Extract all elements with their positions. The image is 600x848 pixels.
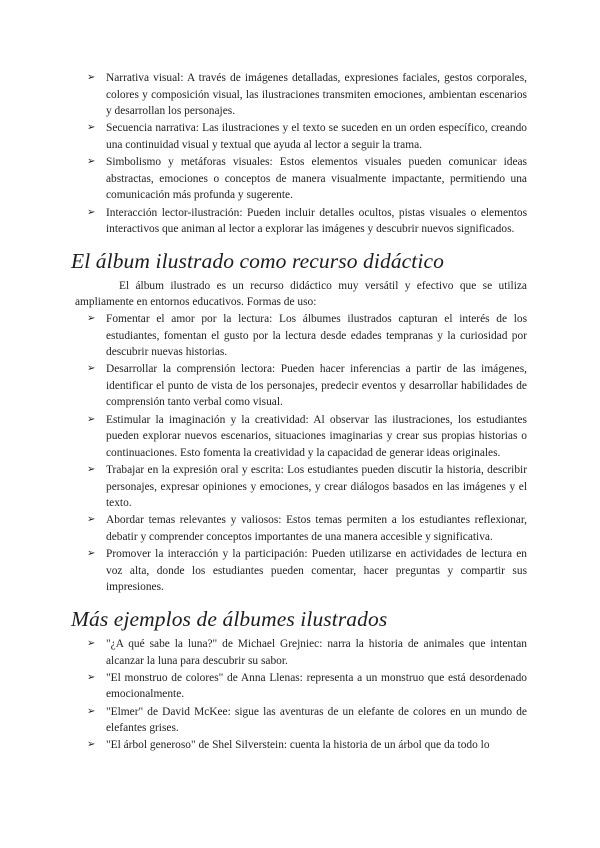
arrow-bullet-icon: ➢ (87, 705, 96, 717)
page-content (71, 70, 527, 755)
arrow-bullet-icon: ➢ (87, 514, 96, 526)
section-heading-didactic: El álbum ilustrado como recurso didáctico (71, 248, 444, 273)
list-item: ➢ Simbolismo y metáforas visuales: Estos elementos visuales pueden comunicar ideas abstractas, emociones o conceptos de manera visualmente impactante, permitiendo una comunicación más profunda y sugerente. (87, 156, 527, 202)
arrow-bullet-icon: ➢ (87, 739, 96, 751)
arrow-bullet-icon: ➢ (87, 548, 96, 560)
didactic-bullet-list (75, 311, 527, 596)
arrow-bullet-icon: ➢ (87, 206, 96, 218)
arrow-bullet-icon: ➢ (87, 637, 96, 649)
list-item: ➢ "Elmer" de David McKee: sigue las aventuras de un elefante de colores en un mundo de elefantes grises. (87, 705, 527, 735)
list-item: ➢ Interacción lector-ilustración: Pueden incluir detalles ocultos, pistas visuales o elementos interactivos que animan al lector a explorar las imágenes y descubrir nuevos significados. (87, 206, 527, 236)
section-intro-paragraph: El álbum ilustrado es un recurso didáctico muy versátil y efectivo que se utiliza ampliamente en entornos educativos. Formas de uso: (75, 279, 527, 309)
list-item: ➢ Estimular la imaginación y la creatividad: Al observar las ilustraciones, los estudiantes pueden explorar nuevos escenarios, situaciones imaginarias y crear sus propias historias o continuaciones. Esto fomenta la creatividad y la capacidad de generar ideas originales. (87, 413, 527, 459)
list-item: ➢ Fomentar el amor por la lectura: Los álbumes ilustrados capturan el interés de los estudiantes, fomentan el gusto por la lectura desde edades tempranas y la curiosidad por descubrir nuevas historias. (87, 312, 527, 359)
list-item: ➢ Desarrollar la comprensión lectora: Pueden hacer inferencias a partir de las imágenes, identificar el punto de vista de los personajes, predecir eventos y desarrollar habilidades de comprensión tanto verbal como visual. (87, 363, 527, 409)
examples-bullet-list (75, 636, 527, 754)
arrow-bullet-icon: ➢ (87, 413, 96, 425)
list-item: ➢ "¿A qué sabe la luna?" de Michael Grejniec: narra la historia de animales que intentan alcanzar la luna para descubrir su sabor. (87, 637, 527, 667)
arrow-bullet-icon: ➢ (87, 363, 96, 375)
list-item: ➢ Narrativa visual: A través de imágenes detalladas, expresiones faciales, gestos corporales, colores y composición visual, las ilustraciones transmiten emociones, ambientan escenarios y desarrollan los personajes. (87, 72, 527, 118)
arrow-bullet-icon: ➢ (87, 156, 96, 168)
intro-bullet-list (75, 70, 527, 238)
list-item: ➢ Promover la interacción y la participación: Pueden utilizarse en actividades de lectura en voz alta, donde los estudiantes pueden comentar, hacer preguntas y compartir sus impresiones. (87, 548, 527, 594)
list-item: ➢ Secuencia narrativa: Las ilustraciones y el texto se suceden en un orden específico, creando una continuidad visual y textual que ayuda al lector a seguir la trama. (87, 122, 527, 151)
section-heading-examples: Más ejemplos de álbumes ilustrados (71, 606, 388, 631)
arrow-bullet-icon: ➢ (87, 464, 96, 476)
list-item: ➢ "El monstruo de colores" de Anna Llenas: representa a un monstruo que está desordenado emocionalmente. (87, 671, 527, 701)
list-item: ➢ Abordar temas relevantes y valiosos: Estos temas permiten a los estudiantes reflexionar, debatir y comprender conceptos importantes de una manera accesible y significativa. (87, 514, 527, 543)
arrow-bullet-icon: ➢ (87, 671, 96, 683)
list-item: ➢ Trabajar en la expresión oral y escrita: Los estudiantes pueden discutir la historia, describir personajes, expresar opiniones y emociones, y crear diálogos basados en las imágenes y el texto. (87, 464, 527, 510)
arrow-bullet-icon: ➢ (87, 72, 96, 83)
arrow-bullet-icon: ➢ (87, 312, 96, 324)
list-item: ➢ "El árbol generoso" de Shel Silverstein: cuenta la historia de un árbol que da todo lo (75, 737, 527, 754)
arrow-bullet-icon: ➢ (87, 122, 96, 134)
